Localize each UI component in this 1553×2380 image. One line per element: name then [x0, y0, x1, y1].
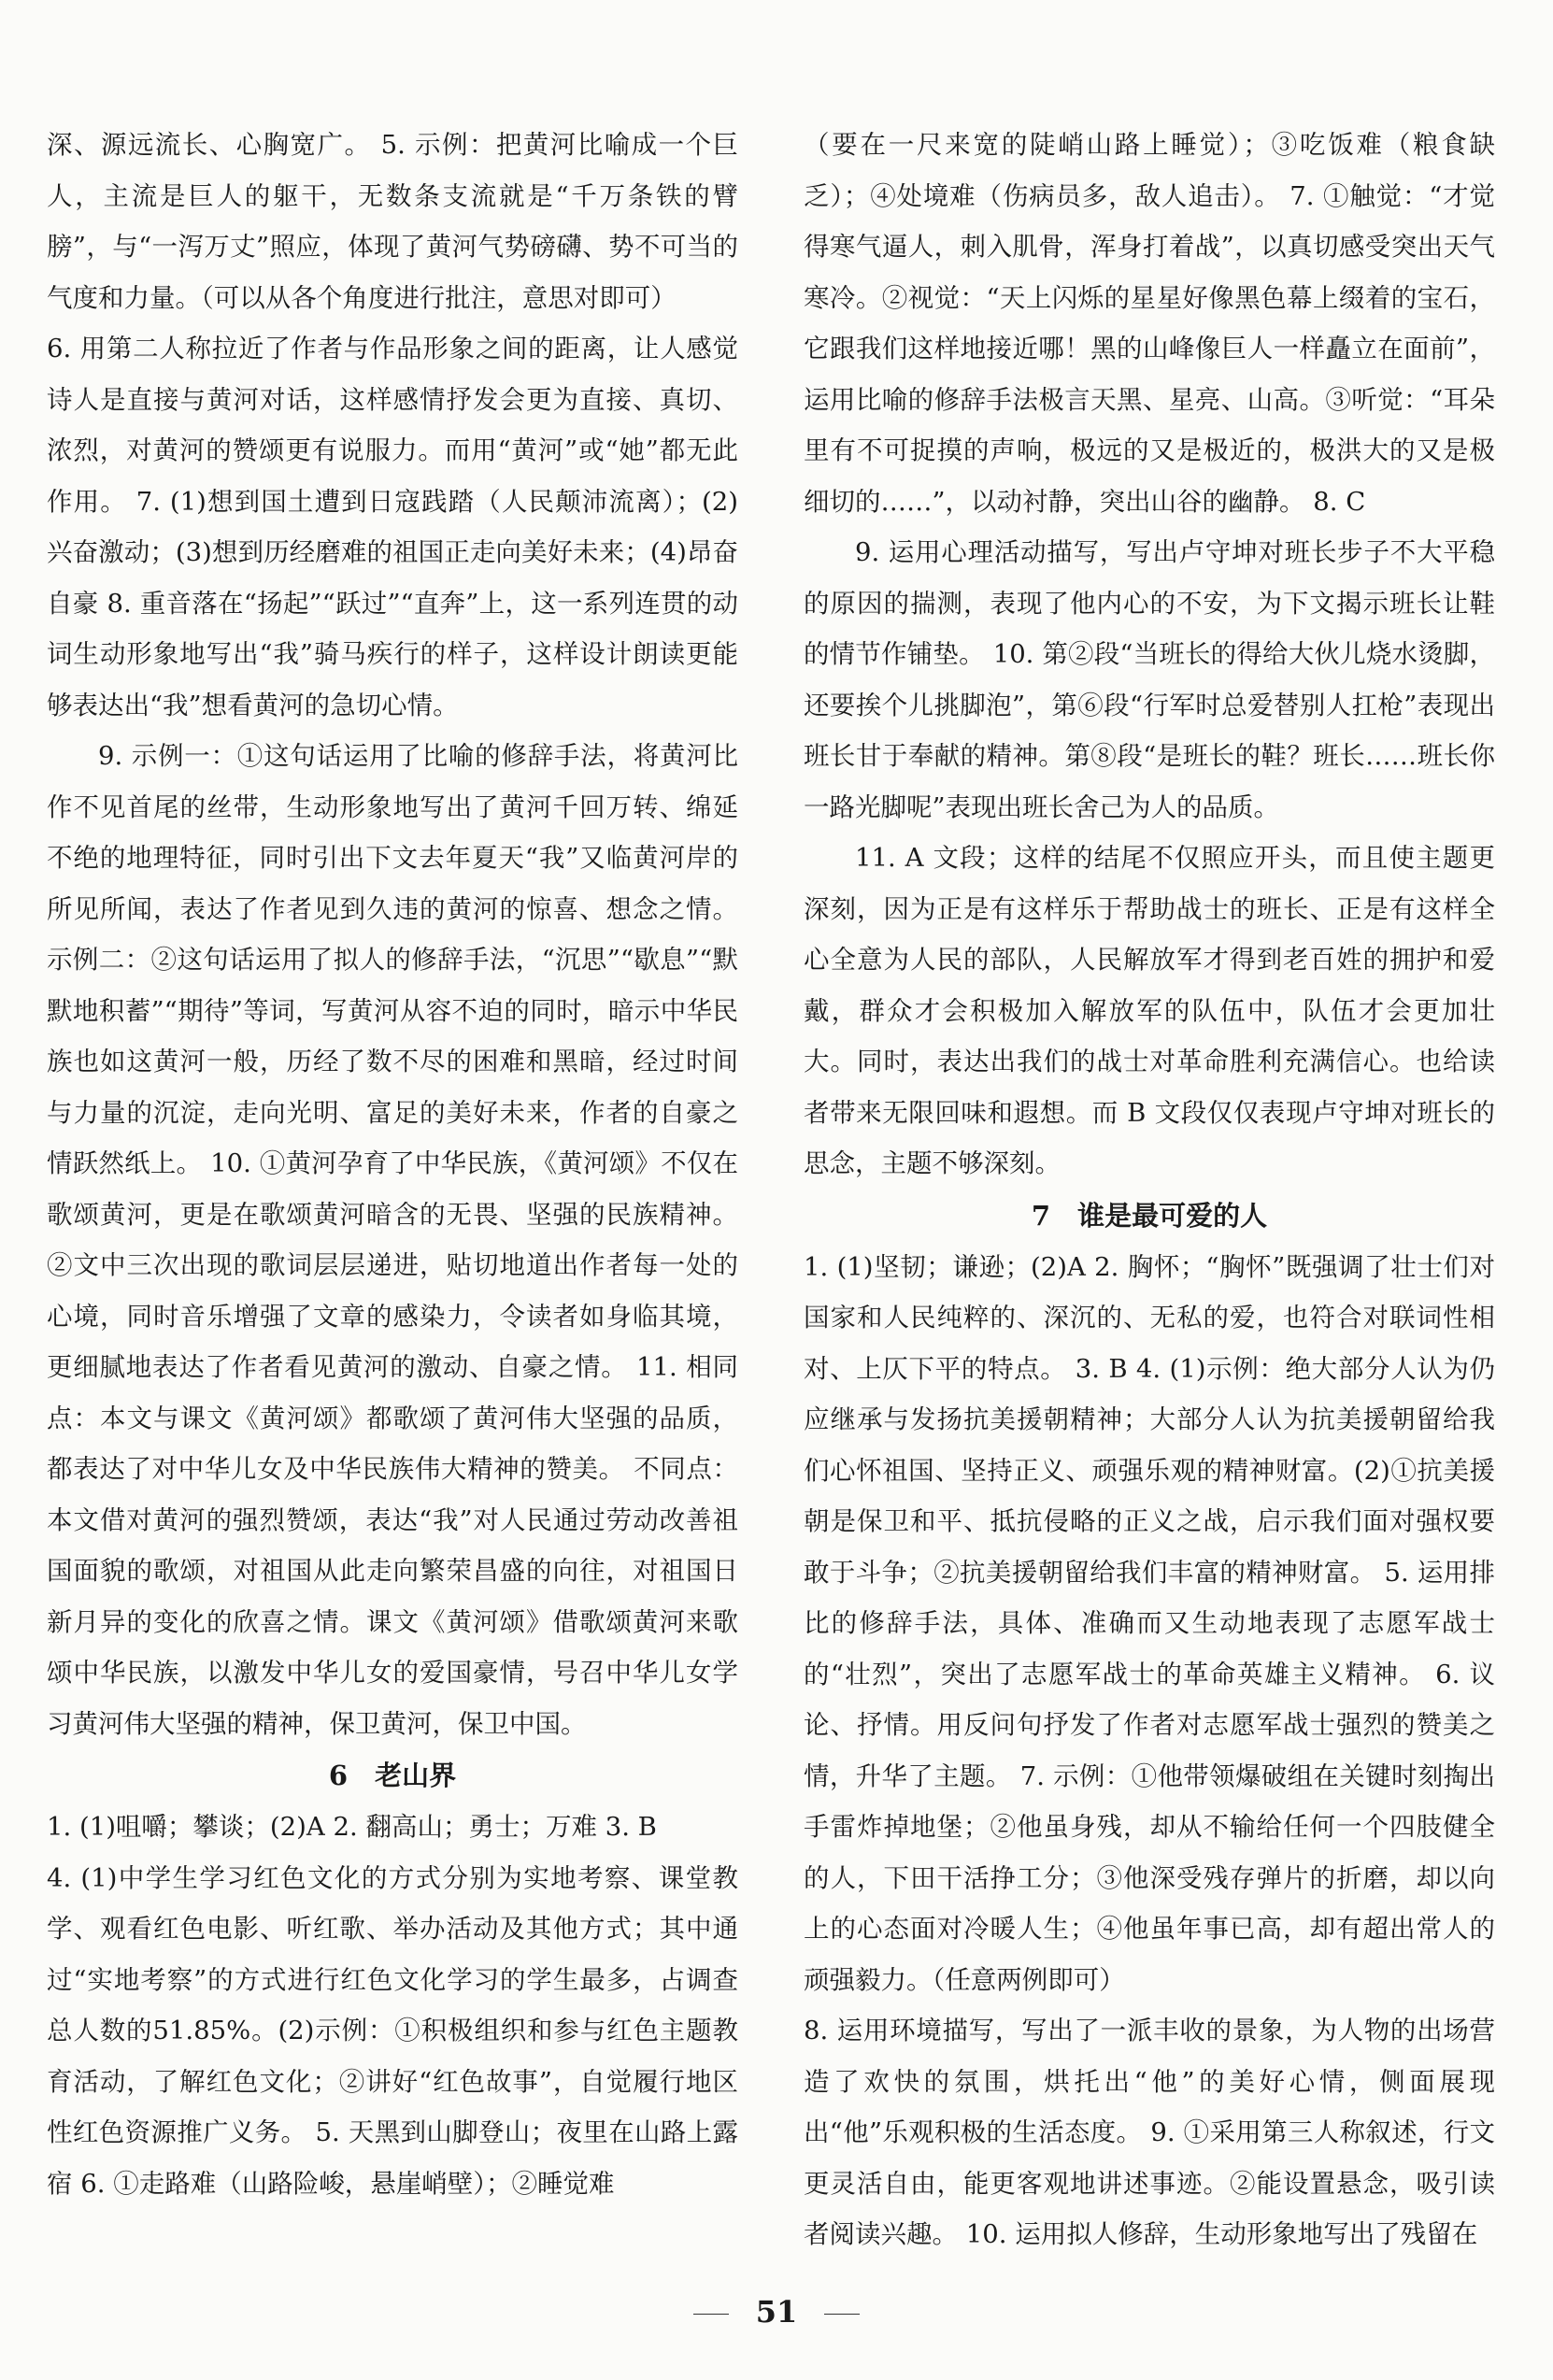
section-heading: 7 谁是最可爱的人	[1031, 1199, 1268, 1232]
footer-rule-left	[693, 2314, 729, 2315]
page-footer	[0, 2294, 1553, 2330]
answer-paragraph: 1. (1)咀嚼；攀谈；(2)A 2. 翻高山；勇士；万难 3. B	[47, 1812, 657, 1842]
page-number: 51	[755, 2294, 798, 2330]
answer-paragraph: （要在一尺来宽的陡峭山路上睡觉）；③吃饭难（粮食缺乏）；④处境难（伤病员多，敌人追击）。 7. ①触觉：“才觉得寒气逼人，刺入肌骨，浑身打着战”，以真切感受突出天气寒冷。②视觉：“天上闪烁的星星好像黑色幕上缀着的宝石，它跟我们这样地接近哪！黑的山峰像巨人一样矗立在面前”，运用比喻的修辞手法极言天黑、星亮、山高。③听觉：“耳朵里有不可捉摸的声响，极远的又是极近的，极洪大的又是极细切的……”，以动衬静，突出山谷的幽静。 8. C	[804, 130, 1495, 517]
answer-paragraph: 深、源远流长、心胸宽广。 5. 示例：把黄河比喻成一个巨人，主流是巨人的躯干，无数条支流就是“千万条铁的臂膀”，与“一泻万丈”照应，体现了黄河气势磅礴、势不可当的气度和力量。（可以从各个角度进行批注，意思对即可）	[47, 130, 738, 313]
footer-rule-right	[824, 2314, 860, 2315]
answer-paragraph: 9. 运用心理活动描写，写出卢守坤对班长步子不大平稳的原因的揣测，表现了他内心的不安，为下文揭示班长让鞋的情节作铺垫。 10. 第②段“当班长的得给大伙儿烧水烫脚，还要挨个儿挑脚泡”，第⑥段“行军时总爱替别人扛枪”表现出班长甘于奉献的精神。第⑧段“是班长的鞋？班长……班长你一路光脚呢”表现出班长舍己为人的品质。	[804, 537, 1495, 822]
answer-paragraph: 8. 运用环境描写，写出了一派丰收的景象，为人物的出场营造了欢快的氛围，烘托出“他”的美好心情，侧面展现出“他”乐观积极的生活态度。 9. ①采用第三人称叙述，行文更灵活自由，能更客观地讲述事迹。②能设置悬念，吸引读者阅读兴趣。 10. 运用拟人修辞，生动形象地写出了残留在	[804, 2016, 1495, 2249]
answer-paragraph: 11. A 文段；这样的结尾不仅照应开头，而且使主题更深刻，因为正是有这样乐于帮助战士的班长、正是有这样全心全意为人民的部队，人民解放军才得到老百姓的拥护和爱戴，群众才会积极加入解放军的队伍中，队伍才会更加壮大。同时，表达出我们的战士对革命胜利充满信心。也给读者带来无限回味和遐想。而 B 文段仅仅表现卢守坤对班长的思念，主题不够深刻。	[804, 843, 1495, 1178]
answer-paragraph: 1. (1)坚韧；谦逊；(2)A 2. 胸怀；“胸怀”既强调了壮士们对国家和人民纯粹的、深沉的、无私的爱，也符合对联词性相对、上仄下平的特点。 3. B 4. (1)示例：绝大部分人认为仍应继承与发扬抗美援朝精神；大部分人认为抗美援朝留给我们心怀祖国、坚持正义、顽强乐观的精神财富。(2)①抗美援朝是保卫和平、抵抗侵略的正义之战，启示我们面对强权要敢于斗争；②抗美援朝留给我们丰富的精神财富。 5. 运用排比的修辞手法，具体、准确而又生动地表现了志愿军战士的“壮烈”，突出了志愿军战士的革命英雄主义精神。 6. 议论、抒情。用反问句抒发了作者对志愿军战士强烈的赞美之情，升华了主题。 7. 示例：①他带领爆破组在关键时刻掏出手雷炸掉地堡；②他虽身残，却从不输给任何一个四肢健全的人，下田干活挣工分；③他深受残存弹片的折磨，却以向上的心态面对冷暖人生；④他虽年事已高，却有超出常人的顽强毅力。（任意两例即可）	[804, 1251, 1495, 1995]
right-column	[804, 120, 1495, 2260]
answer-paragraph: 4. (1)中学生学习红色文化的方式分别为实地考察、课堂教学、观看红色电影、听红歌、举办活动及其他方式；其中通过“实地考察”的方式进行红色文化学习的学生最多，占调查总人数的51.85%。(2)示例：①积极组织和参与红色主题教育活动，了解红色文化；②讲好“红色故事”，自觉履行地区性红色资源推广义务。 5. 天黑到山脚登山；夜里在山路上露宿 6. ①走路难（山路险峻，悬崖峭壁）；②睡觉难	[47, 1862, 738, 2199]
section-heading: 6 老山界	[328, 1760, 457, 1791]
answer-paragraph: 6. 用第二人称拉近了作者与作品形象之间的距离，让人感觉诗人是直接与黄河对话，这样感情抒发会更为直接、真切、浓烈，对黄河的赞颂更有说服力。而用“黄河”或“她”都无此作用。 7. (1)想到国土遭到日寇践踏（人民颠沛流离）；(2)兴奋激动；(3)想到历经磨难的祖国正走向美好未来；(4)昂奋自豪 8. 重音落在“扬起”“跃过”“直奔”上，这一系列连贯的动词生动形象地写出“我”骑马疾行的样子，这样设计朗读更能够表达出“我”想看黄河的急切心情。	[47, 334, 738, 720]
answer-paragraph: 9. 示例一：①这句话运用了比喻的修辞手法，将黄河比作不见首尾的丝带，生动形象地写出了黄河千回万转、绵延不绝的地理特征，同时引出下文去年夏天“我”又临黄河岸的所见所闻，表达了作者见到久违的黄河的惊喜、想念之情。 示例二：②这句话运用了拟人的修辞手法，“沉思”“歇息”“默默地积蓄”“期待”等词，写黄河从容不迫的同时，暗示中华民族也如这黄河一般，历经了数不尽的困难和黑暗，经过时间与力量的沉淀，走向光明、富足的美好未来，作者的自豪之情跃然纸上。 10. ①黄河孕育了中华民族，《黄河颂》不仅在歌颂黄河，更是在歌颂黄河暗含的无畏、坚强的民族精神。②文中三次出现的歌词层层递进，贴切地道出作者每一处的心境，同时音乐增强了文章的感染力，令读者如身临其境，更细腻地表达了作者看见黄河的激动、自豪之情。 11. 相同点：本文与课文《黄河颂》都歌颂了黄河伟大坚强的品质，都表达了对中华儿女及中华民族伟大精神的赞美。 不同点：本文借对黄河的强烈赞颂，表达“我”对人民通过劳动改善祖国面貌的歌颂，对祖国从此走向繁荣昌盛的向往，对祖国日新月异的变化的欣喜之情。课文《黄河颂》借歌颂黄河来歌颂中华民族，以激发中华儿女的爱国豪情，号召中华儿女学习黄河伟大坚强的精神，保卫黄河，保卫中国。	[47, 741, 738, 1739]
left-column	[47, 120, 738, 2209]
